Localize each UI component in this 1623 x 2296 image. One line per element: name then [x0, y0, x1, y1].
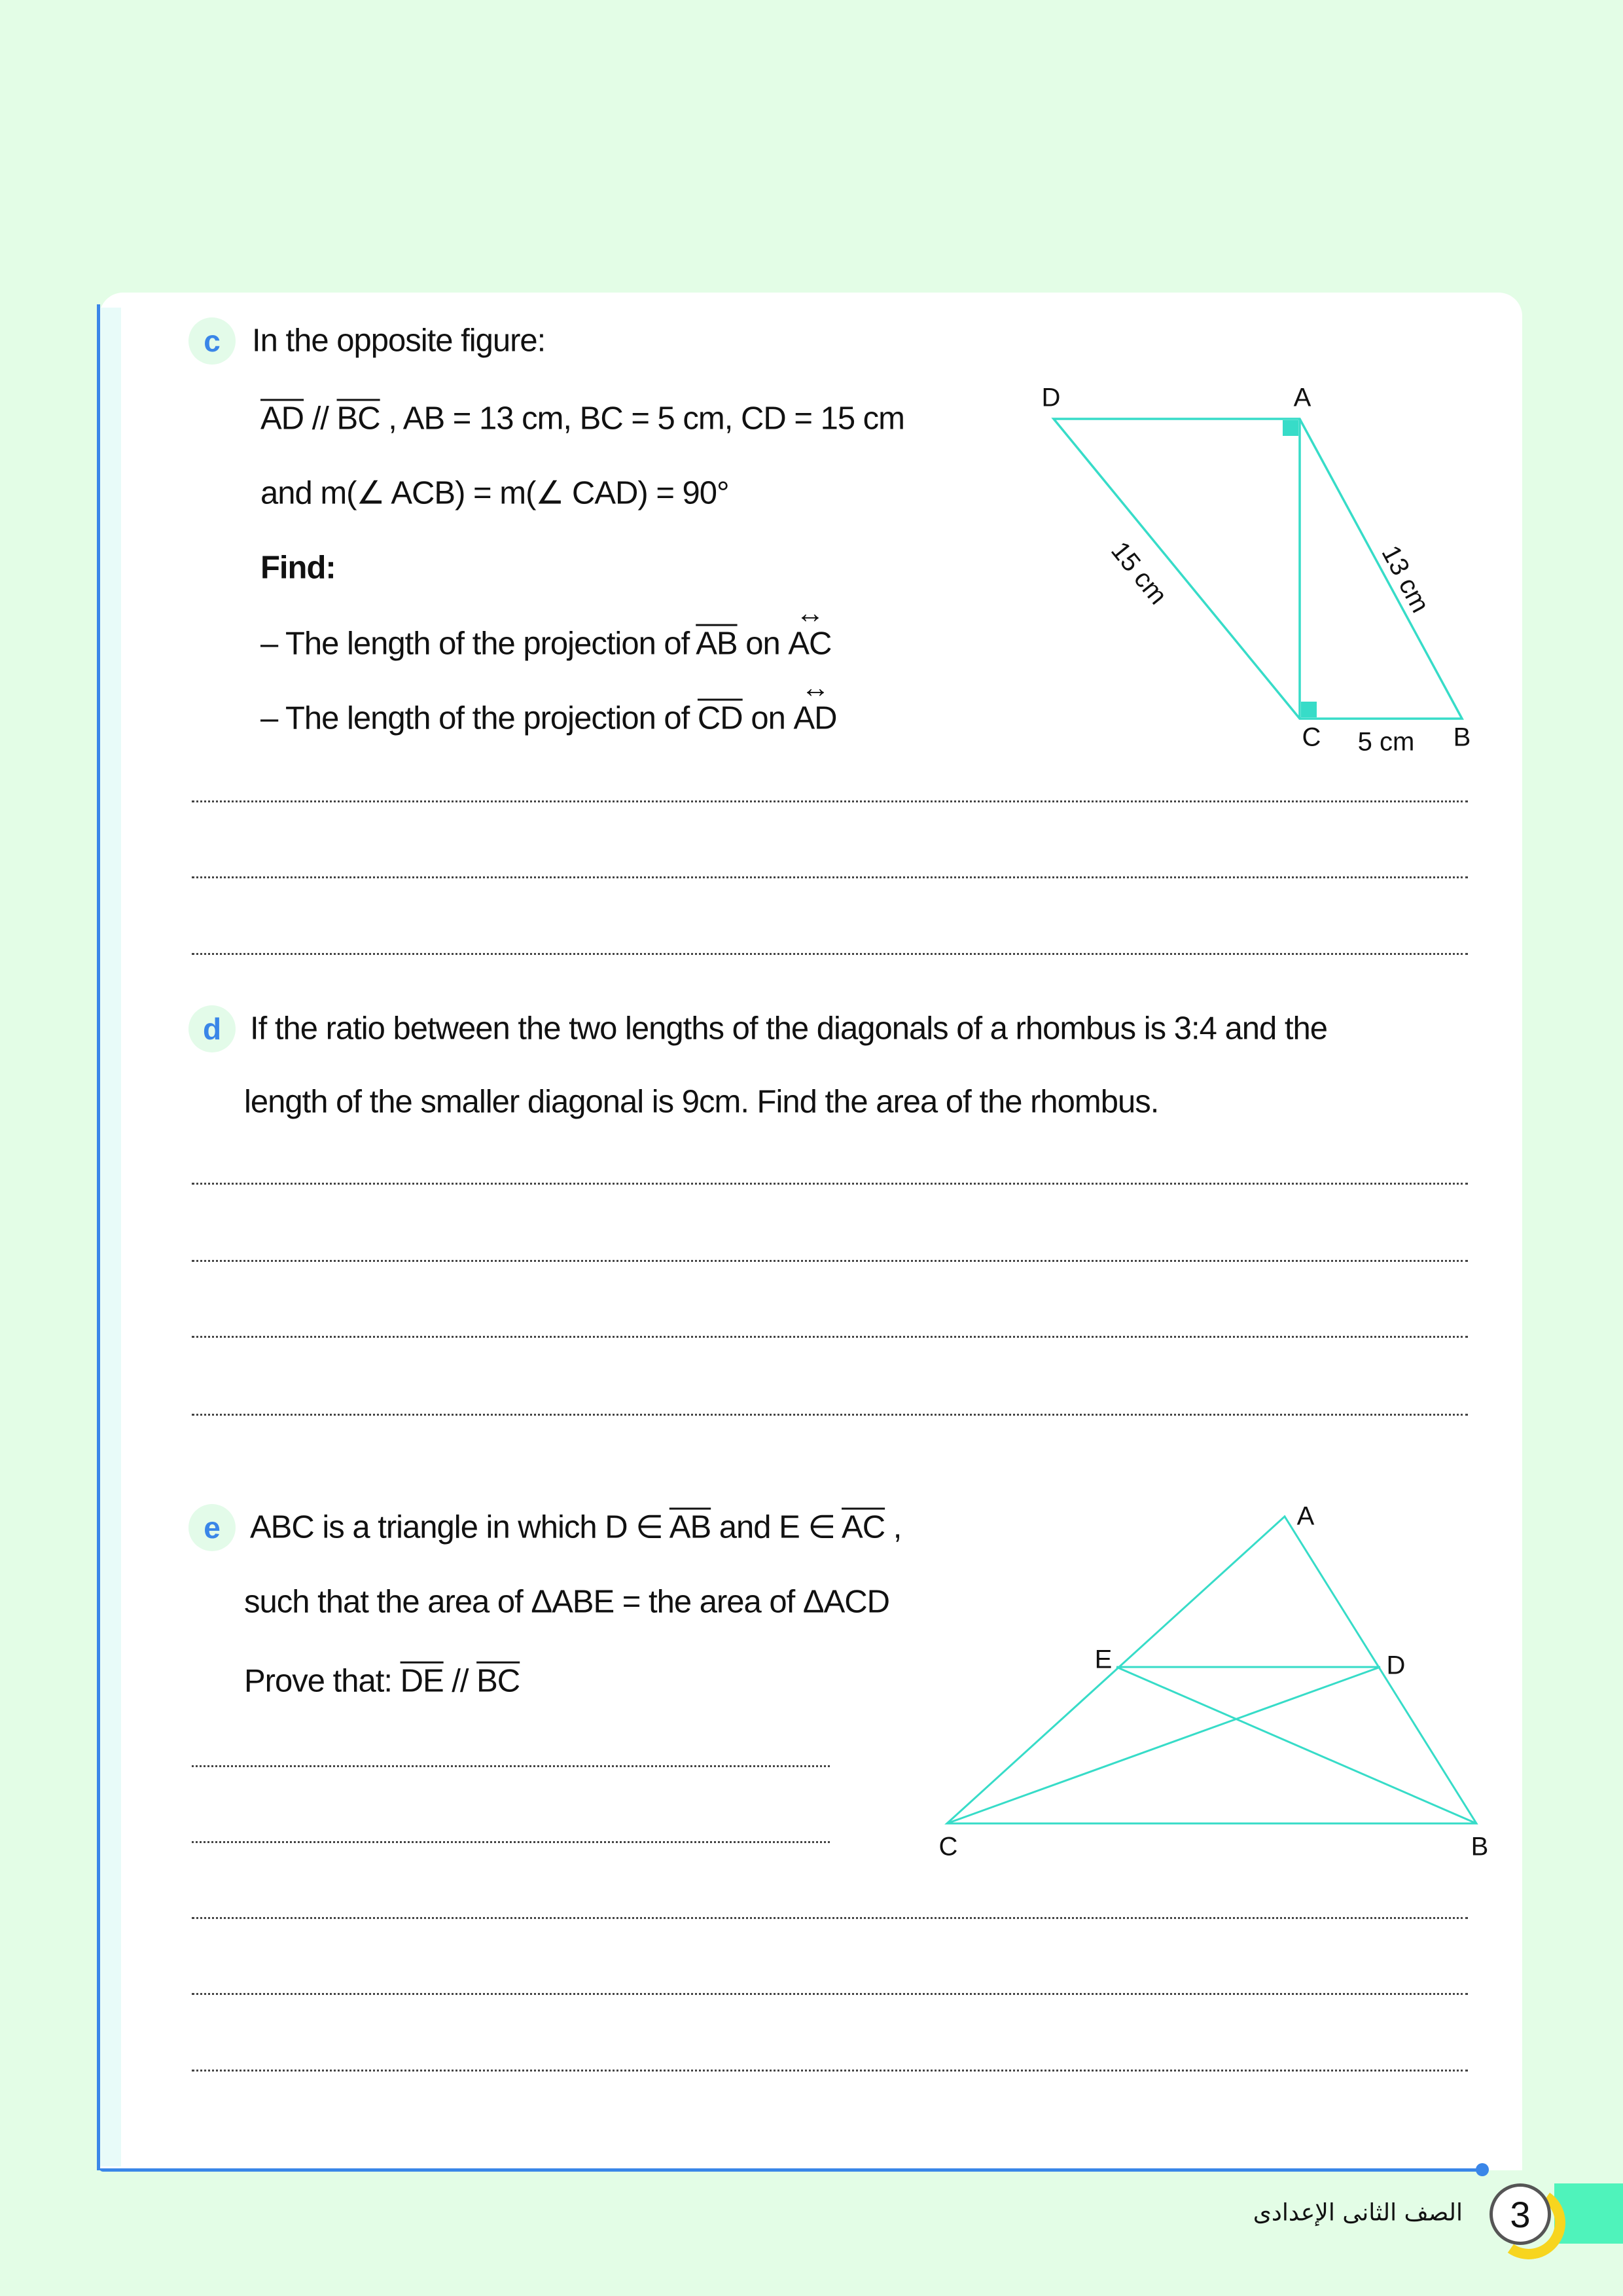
question-c-find-heading: Find: — [260, 550, 336, 586]
question-e-badge: e — [188, 1504, 236, 1551]
segment-dc — [947, 1667, 1380, 1823]
page-number: 3 — [1489, 2183, 1551, 2245]
segment-bc: $\overline{BC}$ — [476, 1663, 520, 1699]
right-angle-c — [1301, 702, 1317, 717]
vertex-label-d: D — [1041, 383, 1061, 412]
question-d-badge: d — [188, 1005, 236, 1052]
segment-de: $\overline{DE}$ — [400, 1663, 444, 1699]
question-e-line-2: such that the area of ΔABE = the area of ΔACD — [244, 1584, 890, 1620]
answer-line[interactable] — [192, 2070, 1468, 2072]
item-text: – The length of the projection of — [260, 626, 696, 662]
segment-ab: $\overline{AB}$ — [669, 1509, 711, 1545]
item-text: ABC is a triangle in which D ∈ — [250, 1509, 669, 1545]
segment-eb — [1116, 1667, 1476, 1823]
question-e-line-1 — [250, 1509, 902, 1545]
answer-line[interactable] — [192, 1917, 1468, 1919]
answer-line[interactable] — [192, 1841, 830, 1843]
answer-line[interactable] — [192, 1993, 1468, 1995]
vertex-label-b: B — [1471, 1832, 1489, 1861]
item-text: on — [737, 626, 789, 662]
answer-line[interactable] — [192, 1336, 1468, 1338]
answer-line[interactable] — [192, 1260, 1468, 1262]
vertex-label-d: D — [1386, 1651, 1406, 1680]
right-angle-a — [1283, 420, 1298, 436]
question-d-line-2: length of the smaller diagonal is 9cm. Find the area of the rhombus. — [244, 1084, 1159, 1120]
vertex-label-c: C — [938, 1832, 958, 1861]
length-ab: 13 cm — [1376, 541, 1435, 618]
item-text: and E ∈ — [711, 1509, 842, 1545]
given-values: , AB = 13 cm, BC = 5 cm, CD = 15 cm — [380, 401, 905, 437]
line-ac: ↔ AC — [788, 628, 831, 660]
segment-ab: $\overline{AB}$ — [696, 626, 738, 662]
vertex-label-a: A — [1296, 1501, 1315, 1531]
vertex-label-b: B — [1453, 723, 1471, 752]
item-text: – The length of the projection of — [260, 700, 698, 736]
answer-line[interactable] — [192, 1183, 1468, 1185]
question-d-line-1: If the ratio between the two lengths of the diagonals of a rhombus is 3:4 and the — [250, 1011, 1328, 1047]
vertex-label-c: C — [1302, 723, 1321, 752]
line-ad: ↔ AD — [793, 703, 836, 735]
answer-line[interactable] — [192, 800, 1468, 802]
question-c-given-2: and m(∠ ACB) = m(∠ CAD) = 90° — [260, 475, 729, 511]
question-e-line-3 — [244, 1663, 520, 1699]
answer-line[interactable] — [192, 953, 1468, 955]
answer-line[interactable] — [192, 876, 1468, 878]
answer-line[interactable] — [192, 1765, 830, 1767]
grade-label: الصف الثانى الإعدادى — [1253, 2199, 1463, 2227]
parallel-sign: // — [304, 401, 337, 437]
vertex-label-a: A — [1293, 383, 1311, 412]
segment-cd: $\overline{CD}$ — [697, 700, 743, 736]
answer-line[interactable] — [192, 1414, 1468, 1416]
item-text: , — [885, 1509, 902, 1545]
item-text: on — [742, 700, 794, 736]
item-text: Prove that: — [244, 1663, 401, 1699]
segment-bc: $\overline{BC}$ — [336, 401, 380, 437]
parallel-sign: // — [443, 1663, 477, 1699]
length-bc: 5 cm — [1357, 727, 1415, 757]
footer-green-band — [1554, 2183, 1623, 2244]
segment-ad: $\overline{AD}$ — [260, 401, 304, 437]
length-cd: 15 cm — [1105, 536, 1173, 610]
question-c-badge: c — [188, 317, 236, 365]
vertex-label-e: E — [1094, 1645, 1113, 1674]
question-c-intro: In the opposite figure: — [252, 323, 546, 359]
segment-ac: $\overline{AC}$ — [842, 1509, 885, 1545]
